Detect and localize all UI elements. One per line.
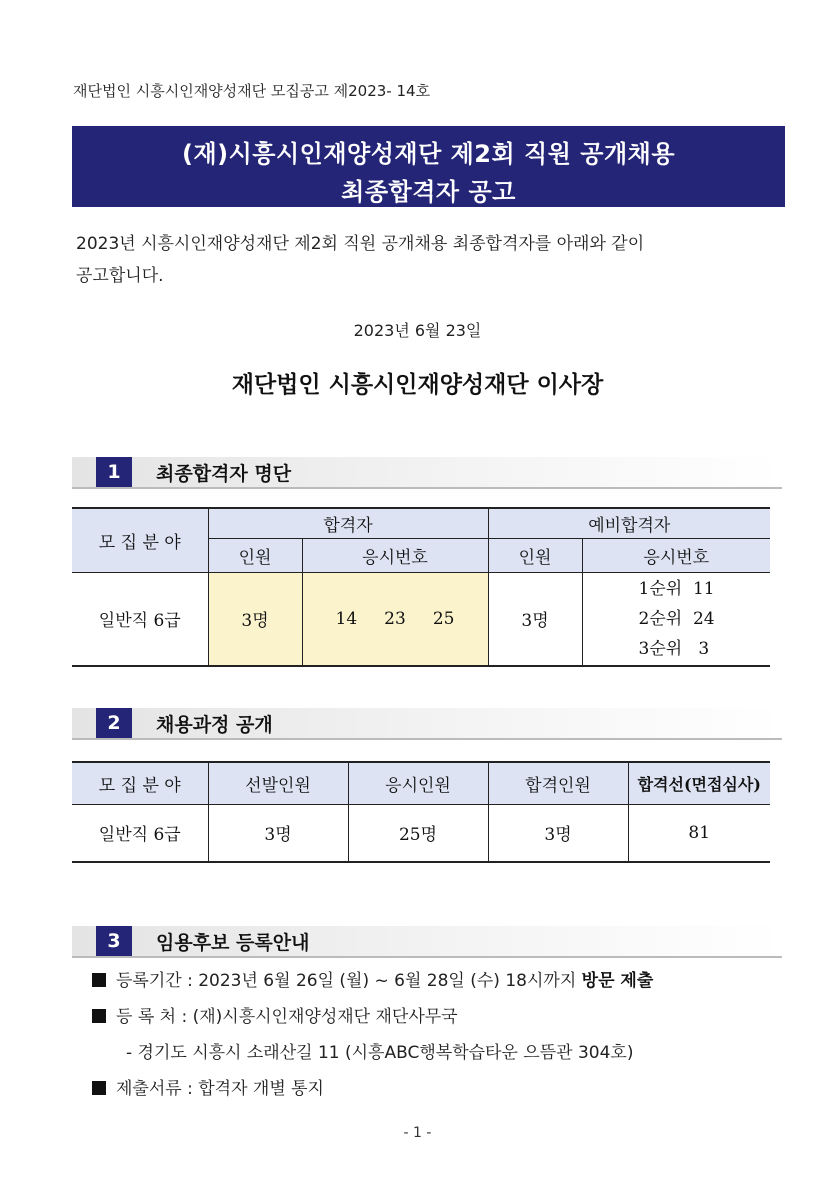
documents-text: 제출서류 : 합격자 개별 통지: [116, 1079, 324, 1099]
field-cell: 일반직 6급: [72, 804, 208, 862]
announcement-date: 2023년 6월 23일: [353, 321, 482, 340]
section-number-badge: 1: [96, 457, 132, 487]
title-banner: [72, 126, 785, 207]
intro-paragraph: [76, 228, 776, 292]
reserve-rank-3: 3순위 3: [638, 638, 710, 659]
square-bullet-icon: [92, 973, 106, 987]
section-title: 임용후보 등록안내: [156, 932, 310, 954]
intro-line-1: 2023년 시흥시인재양성재단 제2회 직원 공개채용 최종합격자를 아래와 같이: [76, 234, 645, 254]
section-header-rule: [72, 956, 782, 958]
col-reserve-header: 예비합격자: [488, 508, 770, 538]
intro-line-2: 공고합니다.: [76, 266, 164, 286]
section-header-rule: [72, 738, 782, 740]
section-3-header: [72, 924, 782, 958]
col-passed-header: 합격인원: [488, 762, 628, 804]
reserve-ranks-cell: [582, 572, 770, 666]
table-header-row: [72, 762, 770, 804]
reserve-count-cell: 3명: [488, 572, 582, 666]
square-bullet-icon: [92, 1009, 106, 1023]
table-row: [72, 572, 770, 666]
reserve-rank-2: 2순위 24: [638, 608, 715, 629]
section-2-header: [72, 706, 782, 740]
section-number-badge: 2: [96, 708, 132, 738]
passed-count-cell: 3명: [208, 572, 302, 666]
square-bullet-icon: [92, 1081, 106, 1095]
selection-count-cell: 3명: [208, 804, 348, 862]
field-cell: 일반직 6급: [72, 572, 208, 666]
notice-serial: 재단법인 시흥시인재양성재단 모집공고 제2023- 14호: [73, 82, 431, 100]
registration-place: [92, 1002, 458, 1027]
cutoff-score-cell: 81: [628, 804, 770, 862]
sub-count-header: 인원: [208, 538, 302, 572]
table-row: [72, 804, 770, 862]
table-header-row: [72, 508, 770, 538]
col-selection-header: 선발인원: [208, 762, 348, 804]
col-field-header: 모 집 분 야: [72, 508, 208, 572]
issuer-name: 재단법인 시흥시인재양성재단 이사장: [231, 372, 604, 398]
required-documents: [92, 1074, 324, 1099]
section-title: 최종합격자 명단: [156, 463, 292, 485]
sub-numbers-header: 응시번호: [582, 538, 770, 572]
title-line-2: 최종합격자 공고: [341, 178, 516, 206]
section-header-rule: [72, 487, 782, 489]
hiring-process-table: [72, 761, 770, 863]
place-text: 등 록 처 : (재)시흥시인재양성재단 재단사무국: [116, 1007, 458, 1027]
page-number: - 1 -: [403, 1125, 432, 1141]
title-line-1: (재)시흥시인재양성재단 제2회 직원 공개채용: [181, 140, 675, 168]
col-cutoff-header: 합격선(면접심사): [628, 762, 770, 804]
passed-numbers-cell: 14 23 25: [302, 572, 488, 666]
col-field-header: 모 집 분 야: [72, 762, 208, 804]
period-text: 등록기간 : 2023년 6월 26일 (월) ~ 6월 28일 (수) 18시까지: [116, 971, 577, 991]
col-applicants-header: 응시인원: [348, 762, 488, 804]
final-passers-table: [72, 507, 770, 667]
registration-period: [92, 966, 653, 991]
sub-count-header: 인원: [488, 538, 582, 572]
sub-numbers-header: 응시번호: [302, 538, 488, 572]
reserve-rank-1: 1순위 11: [638, 578, 715, 599]
section-number-badge: 3: [96, 926, 132, 956]
section-title: 채용과정 공개: [156, 714, 273, 736]
col-passed-header: 합격자: [208, 508, 488, 538]
period-emphasis: 방문 제출: [581, 971, 654, 991]
registration-address: - 경기도 시흥시 소래산길 11 (시흥ABC행복학습타운 으뜸관 304호): [126, 1043, 634, 1063]
applicant-count-cell: 25명: [348, 804, 488, 862]
passed-count-cell: 3명: [488, 804, 628, 862]
section-1-header: [72, 455, 782, 489]
